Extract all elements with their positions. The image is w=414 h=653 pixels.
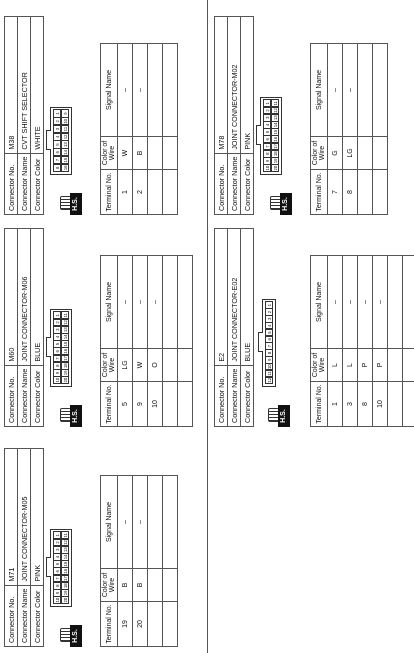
- terminal-row-empty: [163, 476, 178, 647]
- connector-name-value: JOINT CONNECTOR-M02: [228, 16, 241, 153]
- pin-cell: 16: [63, 348, 68, 354]
- pin-cell: 5: [53, 560, 61, 568]
- pin-cell: 9: [263, 157, 271, 165]
- pin-cell: 17: [63, 356, 68, 361]
- pin-cell: 15: [63, 157, 68, 163]
- pin-cell: 12: [273, 108, 278, 113]
- pin-cell: 2: [263, 107, 271, 115]
- pin-cell: 19: [63, 370, 68, 376]
- terminal-no: 9: [133, 382, 148, 427]
- terminal-no-header: Terminal No.: [101, 382, 118, 427]
- connector-block-m78: [214, 15, 404, 215]
- pin-cell: 10: [265, 165, 270, 171]
- connector-latch: [256, 125, 261, 145]
- connector-color-value: PINK: [31, 448, 44, 585]
- terminal-no: 5: [118, 382, 133, 427]
- pin-cell: 11: [63, 126, 68, 132]
- signal-name: –: [118, 44, 133, 137]
- pin-cell: 18: [63, 363, 68, 369]
- connector-latch: [258, 332, 263, 352]
- pin-cell: 10: [55, 377, 60, 383]
- connector-latch: [46, 557, 51, 577]
- pin-cell: 10: [55, 597, 60, 603]
- wire-color: LG: [343, 137, 358, 170]
- pin-cell: 4: [53, 133, 61, 141]
- connector-color-value: BLUE: [241, 228, 254, 365]
- signal-name: –: [328, 44, 343, 137]
- pin-cell: 5: [53, 340, 61, 348]
- signal-name-header: Signal Name: [101, 44, 118, 137]
- pin-cell: 9: [53, 369, 61, 377]
- terminal-row: [133, 256, 148, 427]
- terminal-no-header: Terminal No.: [311, 170, 328, 215]
- connector-face-diagram: [262, 299, 276, 387]
- pin-cell: 9: [265, 356, 273, 363]
- wire-color: B: [133, 569, 148, 602]
- pin-cell: 15: [63, 341, 68, 347]
- connector-color-label: Connector Color: [241, 153, 254, 214]
- terminal-row: [358, 256, 373, 427]
- hs-label: H.S.: [70, 193, 82, 215]
- connector-color-value: PINK: [241, 16, 254, 153]
- terminal-no: 20: [133, 602, 148, 647]
- terminal-row: [118, 256, 133, 427]
- signal-name-header: Signal Name: [101, 256, 118, 349]
- pin-cell: 3: [265, 315, 273, 322]
- wire-color: L: [328, 349, 343, 382]
- signal-name-header: Signal Name: [311, 44, 328, 137]
- terminal-row: [328, 256, 343, 427]
- pin-cell: 6: [265, 336, 273, 343]
- terminal-row: [343, 256, 358, 427]
- pin-cell: 7: [53, 156, 61, 164]
- terminal-row-empty: [178, 256, 193, 427]
- pin-cell: 6: [53, 567, 61, 575]
- pin-cell: 7: [265, 342, 273, 349]
- wire-color-header: Color of Wire: [101, 137, 118, 170]
- connector-name-label: Connector Name: [18, 365, 31, 426]
- signal-name: –: [328, 256, 343, 349]
- terminal-table: [310, 255, 414, 427]
- pin-cell: 20: [273, 165, 278, 171]
- signal-name: –: [133, 256, 148, 349]
- terminal-row-empty: [148, 476, 163, 647]
- pin-cell: 18: [63, 583, 68, 589]
- pin-cell: 2: [53, 319, 61, 327]
- signal-name-header: Signal Name: [311, 256, 328, 349]
- connector-no-value: M38: [5, 16, 18, 153]
- pin-cell: 2: [53, 539, 61, 547]
- hs-label: H.S.: [70, 625, 82, 647]
- connector-face-diagram: [50, 309, 72, 387]
- pin-cell: 12: [267, 377, 272, 383]
- signal-name: –: [343, 256, 358, 349]
- pin-cell: 13: [63, 327, 68, 333]
- terminal-no: 10: [148, 382, 163, 427]
- pin-cell: 4: [53, 553, 61, 561]
- terminal-row-empty: [403, 256, 414, 427]
- terminal-row: [328, 44, 343, 215]
- connector-info-table: [4, 228, 44, 427]
- wire-color-header: Color of Wire: [311, 137, 328, 170]
- terminal-no: 1: [118, 170, 133, 215]
- signal-name-header: Signal Name: [101, 476, 118, 569]
- pin-cell: 7: [53, 575, 61, 583]
- pin-cell: 6: [53, 148, 61, 156]
- pin-cell: 9: [61, 109, 69, 117]
- terminal-row: [118, 476, 133, 647]
- connector-no-label: Connector No.: [215, 365, 228, 426]
- pin-cell: 12: [63, 320, 68, 325]
- pin-cell: 1: [53, 109, 61, 117]
- harness-side-icon: [60, 193, 82, 215]
- pin-cell: 15: [273, 129, 278, 135]
- harness-side-icon: [270, 193, 292, 215]
- terminal-row: [373, 256, 388, 427]
- column-divider: [207, 0, 208, 653]
- pin-cell: 17: [63, 576, 68, 581]
- signal-name: –: [133, 476, 148, 569]
- pin-cell: 14: [63, 554, 68, 560]
- terminal-no-header: Terminal No.: [101, 170, 118, 215]
- terminal-no: 3: [343, 382, 358, 427]
- pin-cell: 1: [53, 531, 61, 539]
- pin-cell: 1: [263, 99, 271, 107]
- pin-cell: 9: [53, 589, 61, 597]
- connector-block-m60: [4, 227, 194, 427]
- terminal-row: [118, 44, 133, 215]
- pin-cell: 7: [263, 143, 271, 151]
- terminal-row: [133, 44, 148, 215]
- pin-cell: 12: [63, 540, 68, 545]
- connector-latch: [46, 337, 51, 357]
- hs-label: H.S.: [70, 405, 82, 427]
- connector-name-value: CVT SHIFT SELECTOR: [18, 16, 31, 153]
- connector-no-label: Connector No.: [215, 153, 228, 214]
- pin-cell: 13: [63, 142, 68, 147]
- connector-latch: [46, 130, 51, 150]
- wire-color: O: [148, 349, 163, 382]
- pin-cell: 8: [53, 582, 61, 590]
- pin-cell: 6: [53, 347, 61, 355]
- connector-color-label: Connector Color: [31, 365, 44, 426]
- terminal-table: [100, 255, 193, 427]
- pin-cell: 14: [63, 149, 68, 155]
- wire-color-header: Color of Wire: [101, 569, 118, 602]
- connector-no-value: M78: [215, 16, 228, 153]
- connector-no-label: Connector No.: [5, 585, 18, 646]
- wire-color: W: [118, 137, 133, 170]
- connector-name-label: Connector Name: [18, 153, 31, 214]
- pin-cell: 17: [273, 144, 278, 149]
- connector-block-m38: [4, 15, 194, 215]
- signal-name: –: [118, 256, 133, 349]
- signal-name: –: [148, 256, 163, 349]
- pin-cell: 4: [265, 322, 273, 329]
- connector-face-diagram: [260, 97, 282, 175]
- wire-color: G: [328, 137, 343, 170]
- connector-color-label: Connector Color: [31, 153, 44, 214]
- pin-cell: 10: [267, 364, 272, 370]
- pin-cell: 13: [273, 115, 278, 121]
- wire-color: LG: [118, 349, 133, 382]
- pin-cell: 20: [63, 377, 68, 383]
- terminal-row-empty: [163, 44, 178, 215]
- connector-face-diagram: [50, 529, 72, 607]
- pin-cell: 10: [63, 118, 68, 124]
- connector-name-label: Connector Name: [18, 585, 31, 646]
- terminal-no: 8: [343, 170, 358, 215]
- wire-color-header: Color of Wire: [311, 349, 328, 382]
- pin-cell: 11: [63, 533, 68, 538]
- pin-cell: 11: [273, 101, 278, 106]
- terminal-row: [133, 476, 148, 647]
- connector-face-diagram: [50, 107, 72, 175]
- pin-cell: 3: [263, 114, 271, 122]
- hs-label: H.S.: [280, 193, 292, 215]
- pin-cell: 8: [53, 164, 61, 172]
- connector-no-label: Connector No.: [5, 153, 18, 214]
- pin-cell: 1: [265, 301, 273, 308]
- connector-color-value: BLUE: [31, 228, 44, 365]
- signal-name: –: [118, 476, 133, 569]
- pin-cell: 4: [263, 121, 271, 129]
- terminal-row: [343, 44, 358, 215]
- pin-cell: 11: [63, 313, 68, 318]
- wire-color: B: [118, 569, 133, 602]
- terminal-table: [100, 475, 178, 647]
- pin-cell: 16: [63, 165, 68, 171]
- connector-no-value: E2: [215, 228, 228, 365]
- connector-info-table: [4, 448, 44, 647]
- terminal-no: 7: [328, 170, 343, 215]
- pin-cell: 20: [63, 597, 68, 603]
- pin-cell: 5: [263, 128, 271, 136]
- pin-cell: 12: [63, 134, 68, 140]
- connector-name-value: JOINT CONNECTOR-M06: [18, 228, 31, 365]
- harness-side-icon: [60, 405, 82, 427]
- terminal-no: 10: [373, 382, 388, 427]
- connector-info-table: [4, 16, 44, 215]
- pin-cell: 2: [53, 117, 61, 125]
- wire-color: P: [358, 349, 373, 382]
- connector-name-label: Connector Name: [228, 153, 241, 214]
- terminal-no-header: Terminal No.: [101, 602, 118, 647]
- terminal-no: 1: [328, 382, 343, 427]
- pin-cell: 1: [53, 311, 61, 319]
- pin-cell: 7: [53, 355, 61, 363]
- pin-cell: 5: [265, 329, 273, 336]
- pin-cell: 13: [63, 547, 68, 553]
- pin-cell: 15: [63, 561, 68, 567]
- pin-cell: 19: [273, 158, 278, 164]
- terminal-row-empty: [163, 256, 178, 427]
- connector-info-table: [214, 228, 254, 427]
- connector-block-m71: [4, 447, 194, 647]
- connector-color-label: Connector Color: [31, 585, 44, 646]
- pin-cell: 3: [53, 546, 61, 554]
- terminal-row: [148, 256, 163, 427]
- hs-label: H.S.: [278, 405, 290, 427]
- terminal-no: 2: [133, 170, 148, 215]
- terminal-table: [310, 43, 388, 215]
- pin-cell: 8: [265, 349, 273, 356]
- connector-no-value: M60: [5, 228, 18, 365]
- harness-side-icon: [60, 625, 82, 647]
- pin-cell: 16: [273, 136, 278, 142]
- connector-name-label: Connector Name: [228, 365, 241, 426]
- connector-color-label: Connector Color: [241, 365, 254, 426]
- wire-color-header: Color of Wire: [101, 349, 118, 382]
- signal-name: –: [358, 256, 373, 349]
- pin-cell: 11: [267, 371, 272, 376]
- signal-name: –: [343, 44, 358, 137]
- harness-side-icon: [268, 405, 290, 427]
- pin-cell: 5: [53, 140, 61, 148]
- wire-color: B: [133, 137, 148, 170]
- connector-color-value: WHITE: [31, 16, 44, 153]
- terminal-no: 19: [118, 602, 133, 647]
- connector-info-table: [214, 16, 254, 215]
- pin-cell: 2: [265, 308, 273, 315]
- pin-cell: 18: [273, 151, 278, 157]
- connector-name-value: JOINT CONNECTOR-E02: [228, 228, 241, 365]
- terminal-row-empty: [148, 44, 163, 215]
- connector-name-value: JOINT CONNECTOR-M05: [18, 448, 31, 585]
- terminal-row-empty: [388, 256, 403, 427]
- pin-cell: 19: [63, 590, 68, 596]
- signal-name: –: [373, 256, 388, 349]
- terminal-row-empty: [358, 44, 373, 215]
- signal-name: –: [133, 44, 148, 137]
- pin-cell: 8: [53, 362, 61, 370]
- pin-cell: 6: [263, 135, 271, 143]
- pin-cell: 14: [273, 122, 278, 128]
- connector-no-label: Connector No.: [5, 365, 18, 426]
- wire-color: L: [343, 349, 358, 382]
- wire-color: P: [373, 349, 388, 382]
- pin-cell: 3: [53, 125, 61, 133]
- terminal-no-header: Terminal No.: [311, 382, 328, 427]
- pin-cell: 3: [53, 326, 61, 334]
- connector-no-value: M71: [5, 448, 18, 585]
- terminal-row-empty: [373, 44, 388, 215]
- pin-cell: 8: [263, 150, 271, 158]
- pin-cell: 16: [63, 568, 68, 574]
- pin-cell: 14: [63, 334, 68, 340]
- terminal-no: 8: [358, 382, 373, 427]
- connector-block-e2: [214, 227, 404, 427]
- wire-color: W: [133, 349, 148, 382]
- pin-cell: 4: [53, 333, 61, 341]
- terminal-table: [100, 43, 178, 215]
